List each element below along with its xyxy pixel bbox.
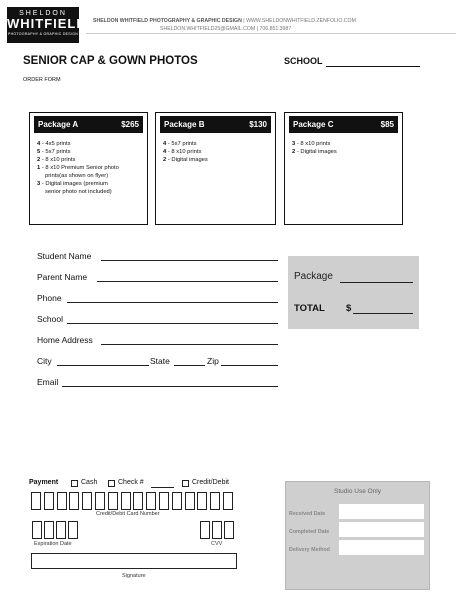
city-input[interactable] bbox=[57, 365, 149, 366]
package-a-items bbox=[37, 140, 143, 196]
package-item-qty: 3 bbox=[37, 181, 41, 187]
card-number-cell[interactable] bbox=[108, 492, 118, 510]
card-number-cell[interactable] bbox=[210, 492, 220, 510]
card-number-cell[interactable] bbox=[146, 492, 156, 510]
email-input[interactable] bbox=[62, 386, 278, 387]
city-label: City bbox=[37, 356, 52, 366]
package-item bbox=[37, 180, 143, 188]
cash-label: Cash bbox=[81, 479, 98, 486]
header-divider bbox=[86, 33, 456, 34]
package-c-items bbox=[292, 140, 398, 156]
expiration-cell[interactable] bbox=[56, 521, 66, 539]
credit-checkbox[interactable] bbox=[182, 480, 189, 487]
package-b-card[interactable] bbox=[155, 112, 276, 225]
card-number-cell[interactable] bbox=[69, 492, 79, 510]
phone-label: Phone bbox=[37, 293, 62, 303]
package-item-text: - 8 x10 prints bbox=[40, 157, 76, 163]
company-email[interactable]: SHELDON.WHITFIELD25@GMAIL.COM bbox=[160, 26, 256, 32]
card-number-cell[interactable] bbox=[121, 492, 131, 510]
student-name-label: Student Name bbox=[37, 251, 92, 261]
package-item-qty: 4 bbox=[163, 141, 167, 147]
package-item bbox=[163, 148, 271, 156]
total-label: TOTAL bbox=[294, 303, 325, 314]
package-total-box bbox=[288, 256, 419, 329]
order-form-label: ORDER FORM bbox=[23, 77, 61, 83]
delivery-method-label: Delivery Method bbox=[289, 547, 330, 553]
package-item-qty: 2 bbox=[163, 157, 167, 163]
page-title: SENIOR CAP & GOWN PHOTOS bbox=[23, 55, 198, 67]
cvv-label: CVV bbox=[211, 541, 223, 547]
package-item-text: - Digital images bbox=[166, 157, 208, 163]
signature-box[interactable] bbox=[31, 553, 237, 569]
package-item-text: - Digital images bbox=[295, 149, 337, 155]
package-item-qty: 2 bbox=[292, 149, 296, 155]
card-number-cell[interactable] bbox=[197, 492, 207, 510]
school-input-line[interactable] bbox=[326, 66, 420, 67]
card-number-cell[interactable] bbox=[223, 492, 233, 510]
package-item-text: prints(as shown on flyer) bbox=[45, 173, 109, 179]
company-website[interactable]: WWW.SHELDONWHITFIELD.ZENFOLIO.COM bbox=[246, 18, 356, 24]
zip-input[interactable] bbox=[221, 365, 278, 366]
package-item bbox=[37, 156, 143, 164]
parent-name-input[interactable] bbox=[97, 281, 278, 282]
logo bbox=[7, 7, 87, 43]
package-b-items bbox=[163, 140, 271, 164]
package-c-name: Package C bbox=[293, 120, 334, 129]
package-item-qty: 5 bbox=[37, 149, 41, 155]
card-number-cell[interactable] bbox=[44, 492, 54, 510]
package-b-header bbox=[160, 116, 271, 133]
company-phone: 706.851.3987 bbox=[259, 26, 292, 32]
card-number-label: Credit/Debit Card Number bbox=[96, 511, 160, 517]
package-item-qty: 2 bbox=[37, 157, 41, 163]
package-item-qty: 4 bbox=[163, 149, 167, 155]
package-item-qty: 1 bbox=[37, 165, 41, 171]
package-c-price: $85 bbox=[380, 120, 394, 129]
check-number-input[interactable] bbox=[151, 487, 174, 488]
card-number-cell[interactable] bbox=[172, 492, 182, 510]
school-field-input[interactable] bbox=[67, 323, 278, 324]
card-number-cell[interactable] bbox=[159, 492, 169, 510]
package-select-input[interactable] bbox=[340, 282, 413, 283]
package-item-text: - 4x5 prints bbox=[40, 141, 71, 147]
package-item bbox=[37, 140, 143, 148]
package-item-text: senior photo not included) bbox=[45, 189, 112, 195]
package-item-qty: 4 bbox=[37, 141, 41, 147]
header-contact-line bbox=[160, 26, 291, 32]
package-a-name: Package A bbox=[38, 120, 79, 129]
header-company-line bbox=[93, 18, 356, 24]
school-field-label: School bbox=[37, 314, 63, 324]
email-label: Email bbox=[37, 377, 59, 387]
card-number-cell[interactable] bbox=[133, 492, 143, 510]
package-b-name: Package B bbox=[164, 120, 205, 129]
completed-date-label: Completed Date bbox=[289, 529, 330, 535]
cash-checkbox[interactable] bbox=[71, 480, 78, 487]
package-item-text: - 5x7 prints bbox=[166, 141, 197, 147]
package-item-qty: 3 bbox=[292, 141, 296, 147]
total-input[interactable] bbox=[353, 313, 413, 314]
school-label: SCHOOL bbox=[284, 56, 323, 66]
package-item-text: - 8 x10 prints bbox=[166, 149, 202, 155]
expiration-cell[interactable] bbox=[44, 521, 54, 539]
package-c-card[interactable] bbox=[284, 112, 403, 225]
card-number-cell[interactable] bbox=[57, 492, 67, 510]
package-c-header bbox=[289, 116, 398, 133]
package-item bbox=[163, 140, 271, 148]
package-item bbox=[37, 172, 143, 180]
studio-use-panel bbox=[285, 481, 430, 590]
expiration-cell[interactable] bbox=[68, 521, 78, 539]
package-item bbox=[37, 188, 143, 196]
logo-top-text: SHELDON bbox=[19, 10, 67, 17]
package-select-label: Package bbox=[294, 271, 333, 282]
card-number-cell[interactable] bbox=[185, 492, 195, 510]
package-item bbox=[292, 148, 398, 156]
package-item-text: - 8 x10 prints bbox=[295, 141, 331, 147]
currency-symbol: $ bbox=[346, 303, 352, 314]
package-item bbox=[37, 148, 143, 156]
logo-sub-text: PHOTOGRAPHY & GRAPHIC DESIGN bbox=[7, 32, 79, 36]
check-checkbox[interactable] bbox=[108, 480, 115, 487]
credit-label: Credit/Debit bbox=[192, 479, 229, 486]
completed-date-field[interactable] bbox=[339, 522, 424, 537]
signature-label: Signature bbox=[122, 573, 146, 579]
package-item bbox=[163, 156, 271, 164]
check-label: Check # bbox=[118, 479, 144, 486]
expiration-cell[interactable] bbox=[32, 521, 42, 539]
home-address-input[interactable] bbox=[101, 344, 278, 345]
cvv-cell[interactable] bbox=[224, 521, 234, 539]
student-name-input[interactable] bbox=[101, 260, 278, 261]
package-item-text: - Digital images (premium bbox=[40, 181, 108, 187]
state-label: State bbox=[150, 356, 170, 366]
package-item-text: - 8 x10 Premium Senior photo bbox=[40, 165, 119, 171]
expiration-label: Expiration Date bbox=[34, 541, 72, 547]
package-a-price: $265 bbox=[121, 120, 139, 129]
delivery-method-field[interactable] bbox=[339, 540, 424, 555]
package-item bbox=[292, 140, 398, 148]
header-separator: | bbox=[243, 18, 245, 24]
parent-name-label: Parent Name bbox=[37, 272, 88, 282]
logo-main-text: WHITFIELD bbox=[7, 16, 87, 31]
card-number-cell[interactable] bbox=[31, 492, 41, 510]
studio-title: Studio Use Only bbox=[334, 488, 381, 495]
package-item-text: - 5x7 prints bbox=[40, 149, 71, 155]
card-number-cell[interactable] bbox=[95, 492, 105, 510]
state-input[interactable] bbox=[174, 365, 205, 366]
company-name: SHELDON WHITFIELD PHOTOGRAPHY & GRAPHIC DESIGN bbox=[93, 18, 242, 24]
package-a-card[interactable] bbox=[29, 112, 148, 225]
package-a-header bbox=[34, 116, 143, 133]
package-item bbox=[37, 164, 143, 172]
card-number-cell[interactable] bbox=[82, 492, 92, 510]
received-date-label: Received Date bbox=[289, 511, 326, 517]
package-b-price: $130 bbox=[249, 120, 267, 129]
cvv-cell[interactable] bbox=[212, 521, 222, 539]
home-address-label: Home Address bbox=[37, 335, 93, 345]
header-separator: | bbox=[256, 26, 259, 32]
cvv-cell[interactable] bbox=[200, 521, 210, 539]
phone-input[interactable] bbox=[67, 302, 278, 303]
payment-label: Payment bbox=[29, 479, 59, 486]
received-date-field[interactable] bbox=[339, 504, 424, 519]
zip-label: Zip bbox=[207, 356, 219, 366]
